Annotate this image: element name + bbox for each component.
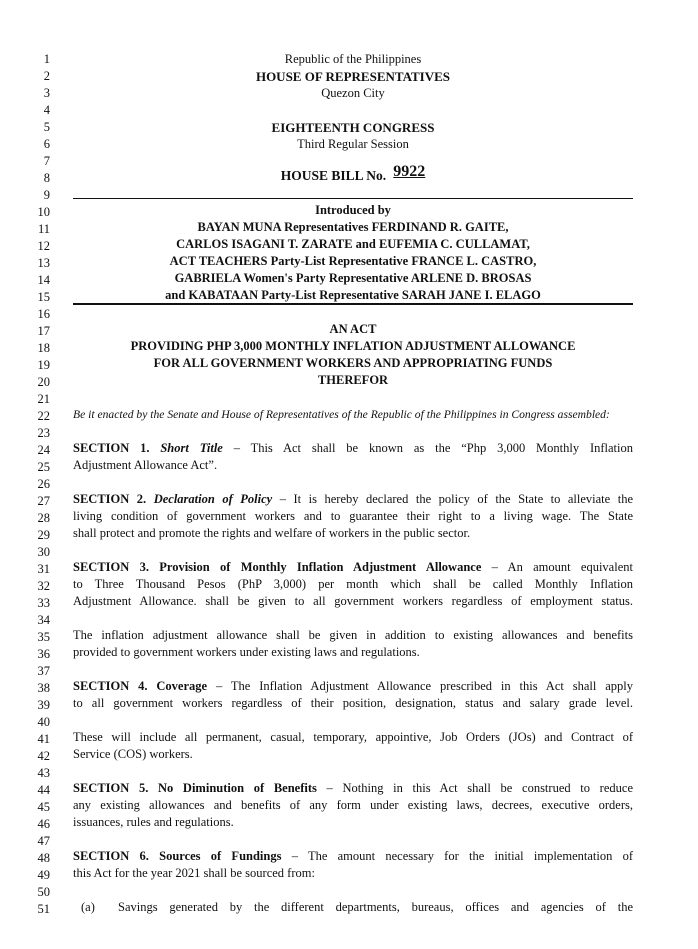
line-number: 1 xyxy=(43,52,50,66)
section-3-line-1 xyxy=(73,559,633,576)
item-a-marker: (a) xyxy=(81,900,95,914)
line-number: 16 xyxy=(37,307,50,321)
introducer-line: and KABATAAN Party-List Representative SARAH JANE I. ELAGO xyxy=(165,288,541,302)
section-2-title: Declaration of Policy xyxy=(153,492,273,506)
section-2-text: – It is hereby declared the policy of the State to alleviate the xyxy=(272,492,633,506)
section-1-line-1 xyxy=(73,440,633,457)
line-number: 19 xyxy=(37,358,50,372)
line-number: 27 xyxy=(37,494,50,508)
line-number: 17 xyxy=(37,324,50,338)
section-2-line-1 xyxy=(73,491,633,508)
line-number: 20 xyxy=(37,375,50,389)
line-number: 30 xyxy=(37,545,50,559)
line-number: 40 xyxy=(37,715,50,729)
line-number: 12 xyxy=(37,239,50,253)
line-number: 10 xyxy=(37,205,50,219)
section-2-line-3: shall protect and promote the rights and welfare of workers in the public sector. xyxy=(73,526,471,540)
line-number: 25 xyxy=(37,460,50,474)
section-4-p2-line-2: Service (COS) workers. xyxy=(73,747,193,761)
line-number: 28 xyxy=(37,511,50,525)
section-5-line-3: issuances, rules and regulations. xyxy=(73,815,234,829)
act-title-line: THEREFOR xyxy=(317,373,389,387)
line-number: 11 xyxy=(37,222,50,236)
introducer-line: GABRIELA Women's Party Representative ARLENE D. BROSAS xyxy=(174,271,532,285)
line-number: 39 xyxy=(37,698,50,712)
section-4-p2-line-1: These will include all permanent, casual, temporary, appointive, Job Orders (JOs) and Contract of xyxy=(73,730,633,744)
act-heading: AN ACT xyxy=(329,322,377,336)
line-number: 4 xyxy=(43,103,50,117)
section-2-line-2: living condition of government workers and to guarantee their right to a living wage. The State xyxy=(73,509,633,523)
line-number: 14 xyxy=(37,273,50,287)
introduced-title: Introduced by xyxy=(315,203,391,217)
line-number: 41 xyxy=(37,732,50,746)
congress-title: EIGHTEENTH CONGRESS xyxy=(271,120,435,135)
section-2-label: SECTION 2. xyxy=(73,492,147,506)
section-6-line-2: this Act for the year 2021 shall be sourced from: xyxy=(73,866,315,880)
line-number: 7 xyxy=(43,154,50,168)
line-number: 3 xyxy=(43,86,50,100)
introducer-line: CARLOS ISAGANI T. ZARATE and EUFEMIA C. CULLAMAT, xyxy=(176,237,530,251)
section-4-text: – The Inflation Adjustment Allowance prescribed in this Act shall apply xyxy=(207,679,633,693)
line-number: 6 xyxy=(43,137,50,151)
act-title-line: FOR ALL GOVERNMENT WORKERS AND APPROPRIATING FUNDS xyxy=(153,356,553,370)
line-number: 50 xyxy=(37,885,50,899)
section-1-label: SECTION 1. xyxy=(73,441,150,455)
line-number: 24 xyxy=(37,443,50,457)
section-5-text: – Nothing in this Act shall be construed to reduce xyxy=(316,781,633,795)
introducer-line: BAYAN MUNA Representatives FERDINAND R. GAITE, xyxy=(197,220,509,234)
section-1-text: – This Act shall be known as the “Php 3,000 Monthly Inflation xyxy=(222,441,633,455)
line-number: 38 xyxy=(37,681,50,695)
line-number: 26 xyxy=(37,477,50,491)
line-number: 29 xyxy=(37,528,50,542)
line-number: 9 xyxy=(43,188,50,202)
bill-label: HOUSE BILL No. xyxy=(280,168,387,183)
line-number: 15 xyxy=(37,290,50,304)
top-divider xyxy=(73,198,633,199)
republic-line: Republic of the Philippines xyxy=(284,52,422,66)
line-number: 46 xyxy=(37,817,50,831)
line-number: 47 xyxy=(37,834,50,848)
line-number: 35 xyxy=(37,630,50,644)
line-number: 5 xyxy=(43,120,50,134)
section-6-text: – The amount necessary for the initial implementation of xyxy=(281,849,633,863)
line-number: 44 xyxy=(37,783,50,797)
city-line: Quezon City xyxy=(321,86,385,100)
line-number: 36 xyxy=(37,647,50,661)
section-3-label: SECTION 3. Provision of Monthly Inflation Adjustment Allowance xyxy=(73,560,482,574)
line-number: 18 xyxy=(37,341,50,355)
bill-number-line xyxy=(73,163,633,185)
section-1-title: Short Title xyxy=(160,441,223,455)
line-number: 34 xyxy=(37,613,50,627)
section-3-text: – An amount equivalent xyxy=(481,560,633,574)
section-3-line-3: Adjustment Allowance. shall be given to all government workers regardless of employment status. xyxy=(73,594,633,608)
enacting-clause: Be it enacted by the Senate and House of Representatives of the Republic of the Philippines in Congress assembled: xyxy=(73,408,610,421)
line-number: 2 xyxy=(43,69,50,83)
line-number: 21 xyxy=(37,392,50,406)
section-6-line-1 xyxy=(73,848,633,865)
house-title: HOUSE OF REPRESENTATIVES xyxy=(255,69,451,84)
section-4-line-1 xyxy=(73,678,633,695)
line-number: 49 xyxy=(37,868,50,882)
line-number: 13 xyxy=(37,256,50,270)
introducer-line: ACT TEACHERS Party-List Representative FRANCE L. CASTRO, xyxy=(169,254,537,268)
line-number: 33 xyxy=(37,596,50,610)
section-4-label: SECTION 4. Coverage xyxy=(73,679,208,693)
section-5-line-1 xyxy=(73,780,633,797)
section-5-line-2: any existing allowances and benefits of any form under existing laws, decrees, executive orders, xyxy=(73,798,633,812)
line-number: 51 xyxy=(37,902,50,916)
act-title-line: PROVIDING PHP 3,000 MONTHLY INFLATION ADJUSTMENT ALLOWANCE xyxy=(130,339,576,353)
line-number: 8 xyxy=(43,171,50,185)
line-number: 37 xyxy=(37,664,50,678)
session-line: Third Regular Session xyxy=(297,137,409,151)
line-number: 42 xyxy=(37,749,50,763)
item-a-text: Savings generated by the different departments, bureaus, offices and agencies of the xyxy=(118,900,633,914)
line-number: 32 xyxy=(37,579,50,593)
bottom-divider xyxy=(73,303,633,305)
section-4-line-2: to all government workers regardless of their position, designation, status and salary grade level. xyxy=(73,696,633,710)
section-6-label: SECTION 6. Sources of Fundings xyxy=(73,849,282,863)
line-number: 43 xyxy=(37,766,50,780)
section-3-p2-line-2: provided to government workers under existing laws and regulations. xyxy=(73,645,420,659)
section-3-p2-line-1: The inflation adjustment allowance shall be given in addition to existing allowances and benefits xyxy=(73,628,633,642)
line-number: 23 xyxy=(37,426,50,440)
line-number: 22 xyxy=(37,409,50,423)
section-1-line-2: Adjustment Allowance Act”. xyxy=(73,458,218,472)
bill-number: 9922 xyxy=(393,163,426,180)
section-3-line-2: to Three Thousand Pesos (PhP 3,000) per month which shall be called Monthly Inflation xyxy=(73,577,633,591)
section-5-label: SECTION 5. No Diminution of Benefits xyxy=(73,781,317,795)
line-number: 31 xyxy=(37,562,50,576)
line-number: 45 xyxy=(37,800,50,814)
line-number: 48 xyxy=(37,851,50,865)
